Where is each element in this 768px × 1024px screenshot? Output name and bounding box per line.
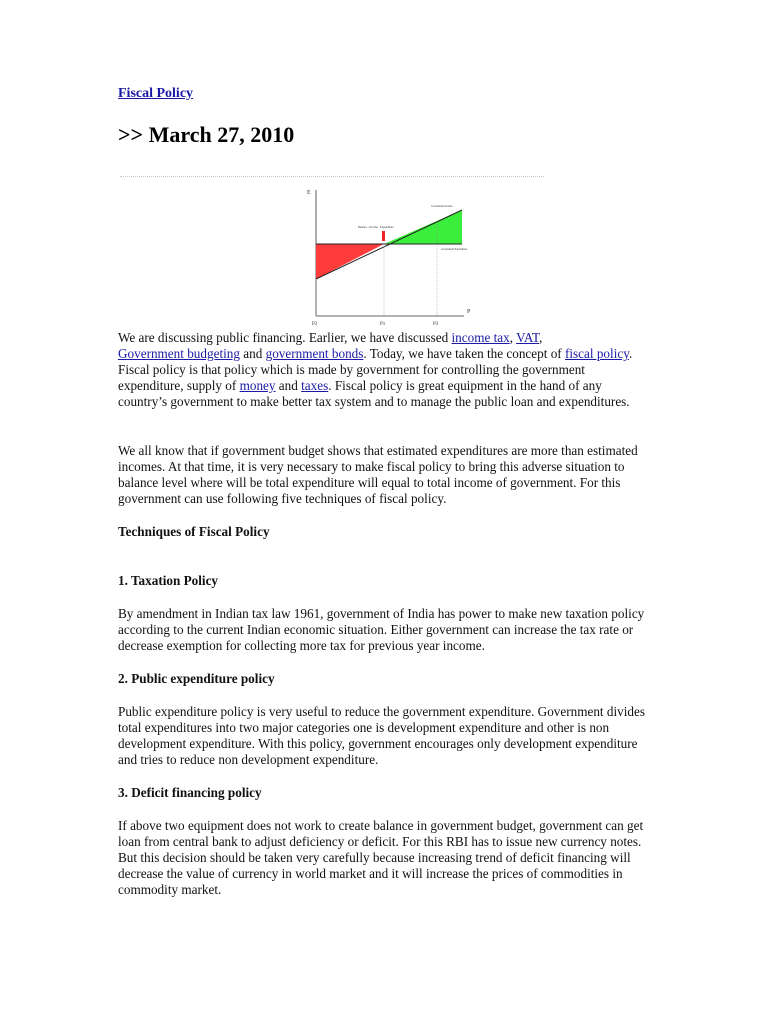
section-body-taxation: By amendment in Indian tax law 1961, government of India has power to make new taxation policy according to the current Indian economic situation. Either government can increase the tax rate or decrease exemption for collecting more tax for previous year income. — [118, 606, 645, 653]
balance-marker — [382, 231, 385, 241]
intro-text: , — [509, 330, 517, 345]
fiscal-policy-inline-link[interactable]: fiscal policy — [564, 346, 629, 361]
intro-text: and — [239, 346, 266, 361]
intro-text: , — [539, 330, 543, 345]
taxes-link[interactable]: taxes — [301, 378, 329, 393]
section-heading-deficit-financing: 3. Deficit financing policy — [118, 785, 262, 800]
intro-text: . Today, we have taken the concept of — [363, 346, 565, 361]
balance-label: Balance - Income - Expenditure — [358, 226, 394, 229]
expenditure-label: Government Expenditure — [441, 248, 468, 251]
tick-p2: P2 — [312, 322, 318, 327]
government-bonds-link[interactable]: government bonds — [265, 346, 364, 361]
income-tax-link[interactable]: income tax — [451, 330, 510, 345]
intro-text: and — [275, 378, 302, 393]
fiscal-balance-figure — [294, 182, 480, 334]
fiscal-policy-link[interactable]: Fiscal Policy — [118, 86, 194, 101]
intro-text: We are discussing public financing. Earlier, we have discussed — [118, 330, 452, 345]
post-date: >> March 27, 2010 — [118, 122, 295, 147]
intro-text: . Fiscal policy is that policy which is made by government for controlling the government expenditure, supply of — [118, 346, 633, 393]
section-heading-public-expenditure: 2. Public expenditure policy — [118, 671, 275, 686]
x-axis-label: P — [467, 309, 471, 315]
section-heading-taxation: 1. Taxation Policy — [118, 573, 219, 588]
divider — [120, 176, 544, 177]
section-body-public-expenditure: Public expenditure policy is very useful to reduce the government expenditure. Government divides total expenditures into two major categories one is development expenditure and other is non development expenditure. With this policy, government encourages only development expenditure and tries to reduce non development expenditure. — [118, 704, 645, 767]
section-body-deficit-financing: If above two equipment does not work to create balance in government budget, government can get loan from central bank to adjust deficiency or deficit. For this RBI has to issue new currency notes. But this decision should be taken very carefully because increasing trend of deficit financing will decrease the value of currency in world market and it will increase the prices of commodities in commodity market. — [118, 818, 644, 897]
tick-p3: P3 — [433, 322, 439, 327]
y-axis-label: E — [307, 190, 311, 196]
intro-text: . Fiscal policy is great equipment in the hand of any country’s government to make better tax system and to manage the public loan and expenditures. — [118, 378, 630, 409]
vat-link[interactable]: VAT — [516, 330, 540, 345]
government-budgeting-link[interactable]: Government budgeting — [118, 346, 240, 361]
techniques-heading: Techniques of Fiscal Policy — [118, 524, 270, 539]
tick-p1: P1 — [380, 322, 386, 327]
income-label: Government Income — [431, 205, 453, 208]
money-link[interactable]: money — [239, 378, 276, 393]
intro-paragraph — [118, 330, 646, 410]
budget-paragraph: We all know that if government budget shows that estimated expenditures are more than estimated incomes. At that time, it is very necessary to make fiscal policy to bring this adverse situation to balance level where will be total expenditure will equal to total income of government. For this government can use following five techniques of fiscal policy. — [118, 443, 638, 506]
